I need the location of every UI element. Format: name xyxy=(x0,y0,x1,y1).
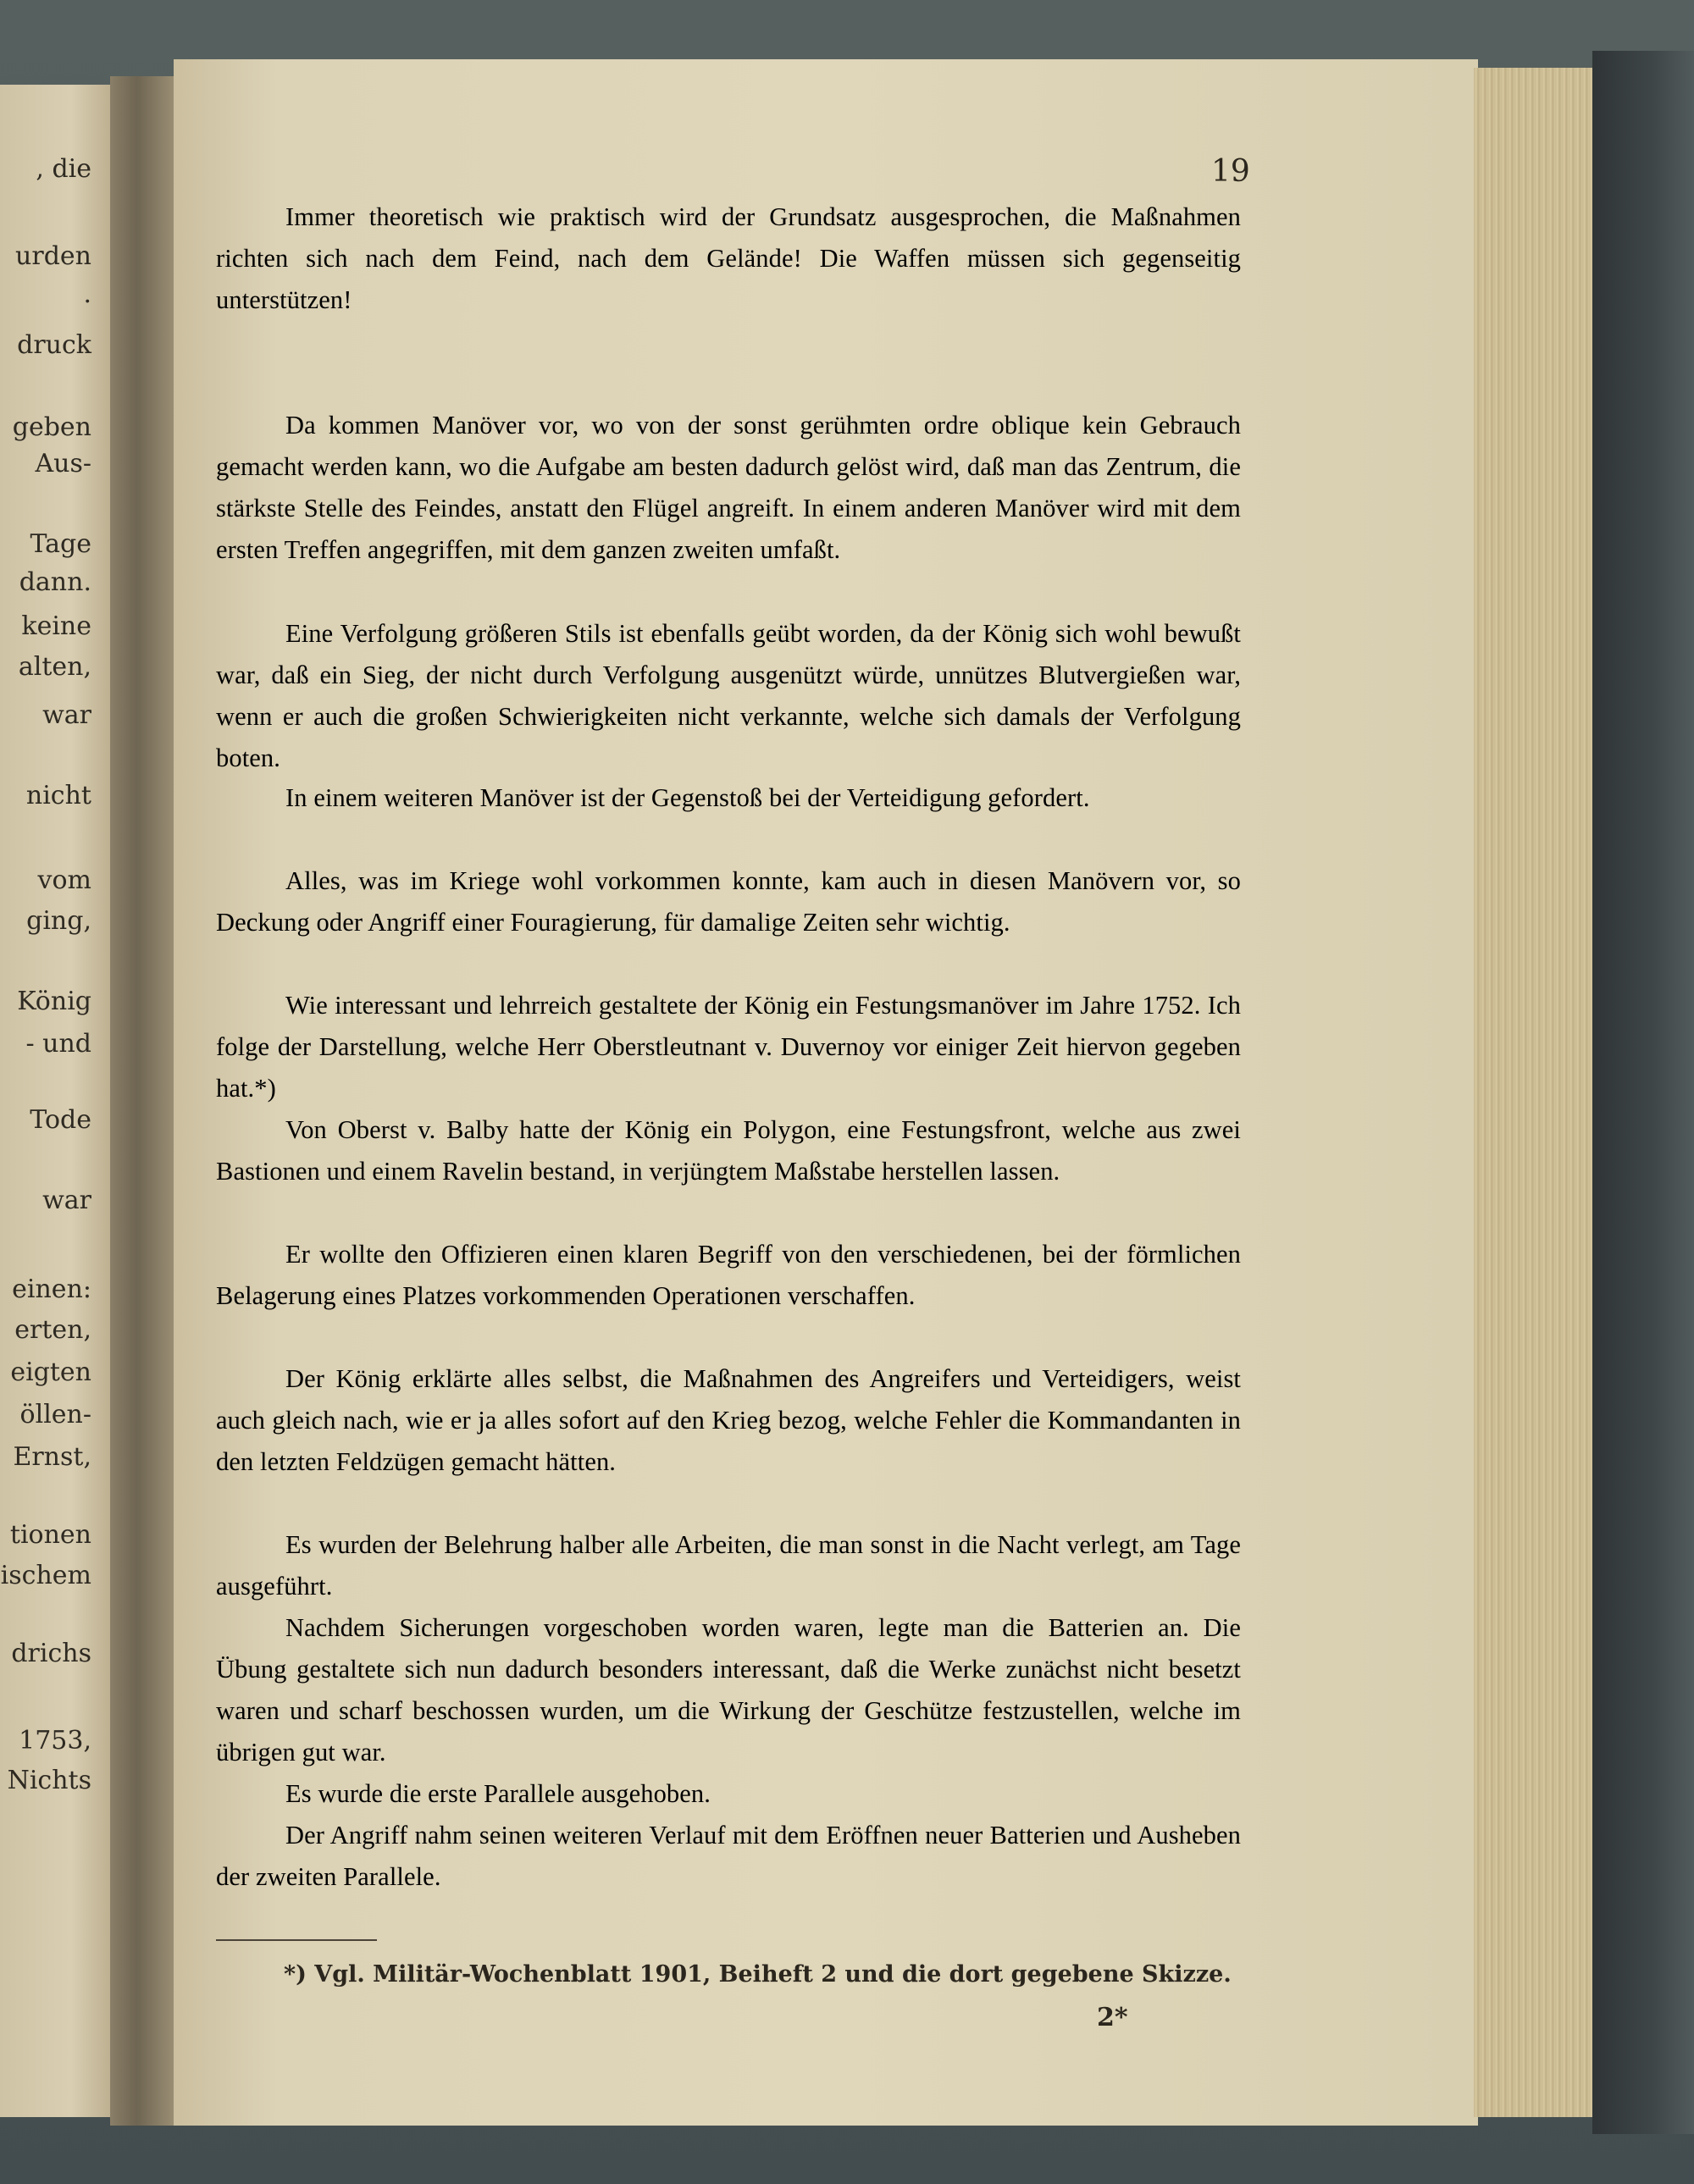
paragraph-5: Alles, was im Kriege wohl vorkommen konnte, kam auch in diesen Manövern vor, so Deckung oder Angriff einer Fouragierung, für damalige Zeiten sehr wichtig. xyxy=(216,866,1241,937)
left-page-fragment: öllen- xyxy=(19,1400,91,1429)
page-edges xyxy=(1474,68,1601,2117)
right-page xyxy=(174,59,1478,2126)
left-page-fragment: einen: xyxy=(12,1274,91,1304)
left-page-fragment: Nichts xyxy=(7,1766,91,1795)
left-page-fragments xyxy=(0,85,119,2117)
paragraph-8: Er wollte den Offizieren einen klaren Begriff von den verschiedenen, bei der förmlichen Belagerung eines Platzes vorkommenden Operationen verschaffen. xyxy=(216,1240,1241,1310)
left-page-fragment: Tage xyxy=(30,529,91,559)
paragraph-6: Wie interessant und lehrreich gestaltete der König ein Festungsmanöver im Jahre 1752. Ich folge der Darstellung, welche Herr Oberstleutnant v. Duvernoy vor einiger Zeit hiervon gegeben hat.*) xyxy=(216,991,1241,1103)
left-page-fragment: war xyxy=(42,1186,91,1215)
left-page-fragment: keine xyxy=(21,611,91,641)
left-page-fragment: dann. xyxy=(19,567,91,597)
left-page-fragment: tionen xyxy=(9,1520,91,1550)
page-number: 19 xyxy=(1211,154,1250,189)
left-page-fragment: urden xyxy=(15,241,91,271)
paragraph-7: Von Oberst v. Balby hatte der König ein Polygon, eine Festungsfront, welche aus zwei Bastionen und einem Ravelin bestand, in verjüngtem Maßstabe herstellen lassen. xyxy=(216,1115,1241,1186)
left-page-fragment: - und xyxy=(25,1029,91,1059)
paragraph-3: Eine Verfolgung größeren Stils ist ebenfalls geübt worden, da der König sich wohl bewußt war, daß ein Sieg, der nicht durch Verfolgung ausgenützt würde, unnützes Blutvergießen war, wenn er auch die großen Schwierigkeiten nicht verkannte, welche sich damals der Verfolgung boten. xyxy=(216,619,1241,772)
paragraph-1: Immer theoretisch wie praktisch wird der Grundsatz ausgesprochen, die Maßnahmen richten sich nach dem Feind, nach dem Gelände! Die Waffen müssen sich gegenseitig unterstützen! xyxy=(216,202,1241,314)
paragraph-12: Es wurde die erste Parallele ausgehoben. xyxy=(285,1779,711,1808)
footnote-rule xyxy=(216,1939,377,1941)
book-cover xyxy=(1592,51,1694,2134)
left-page-fragment: druck xyxy=(17,330,91,360)
left-page-fragment: . xyxy=(83,279,91,309)
left-page-fragment: vom xyxy=(37,865,91,895)
paragraph-4: In einem weiteren Manöver ist der Gegenstoß bei der Verteidigung gefordert. xyxy=(285,783,1090,812)
left-page-fragment: , die xyxy=(36,154,91,184)
left-page-fragment: ging, xyxy=(26,906,91,936)
footnote: *) Vgl. Militär-Wochenblatt 1901, Beiheft 2 und die dort gegebene Skizze. xyxy=(284,1961,1232,1988)
left-page-fragment: drichs xyxy=(11,1639,91,1668)
signature-mark: 2* xyxy=(1097,2003,1128,2032)
left-page-fragment: Aus- xyxy=(35,449,91,478)
paragraph-2: Da kommen Manöver vor, wo von der sonst gerühmten ordre oblique kein Gebrauch gemacht werden kann, wo die Aufgabe am besten dadurch gelöst wird, daß man das Zentrum, die stärkste Stelle des Feindes, anstatt den Flügel angreift. In einem anderen Manöver wird mit dem ersten Treffen angegriffen, mit dem ganzen zweiten umfaßt. xyxy=(216,411,1241,564)
left-page-fragment: nicht xyxy=(25,781,91,810)
left-page-fragment: eigten xyxy=(10,1357,91,1387)
left-page-fragment: geben xyxy=(12,412,91,442)
left-page-fragment: Tode xyxy=(30,1105,91,1135)
left-page-fragment: war xyxy=(42,700,91,730)
left-page-fragment: 1753, xyxy=(19,1726,91,1755)
paragraph-9: Der König erklärte alles selbst, die Maßnahmen des Angreifers und Verteidigers, weist auch gleich nach, wie er ja alles sofort auf den Krieg bezog, welche Fehler die Kommandanten in den letzten Feldzügen gemacht hätten. xyxy=(216,1364,1241,1476)
paragraph-10: Es wurden der Belehrung halber alle Arbeiten, die man sonst in die Nacht verlegt, am Tage ausgeführt. xyxy=(216,1530,1241,1601)
left-page-fragment: alten, xyxy=(18,652,91,682)
paragraph-11: Nachdem Sicherungen vorgeschoben worden waren, legte man die Batterien an. Die Übung gestaltete sich nun dadurch besonders interessant, daß die Werke zunächst nicht besetzt waren und scharf beschossen wurden, um die Wirkung der Geschütze festzustellen, welche im übrigen gut war. xyxy=(216,1613,1241,1767)
left-page xyxy=(0,85,119,2117)
left-page-fragment: König xyxy=(17,987,91,1016)
paragraph-13: Der Angriff nahm seinen weiteren Verlauf mit dem Eröffnen neuer Batterien und Ausheben der zweiten Parallele. xyxy=(216,1821,1241,1891)
left-page-fragment: erten, xyxy=(14,1315,91,1345)
left-page-fragment: ischem xyxy=(0,1561,91,1590)
left-page-fragment: Ernst, xyxy=(13,1442,91,1472)
